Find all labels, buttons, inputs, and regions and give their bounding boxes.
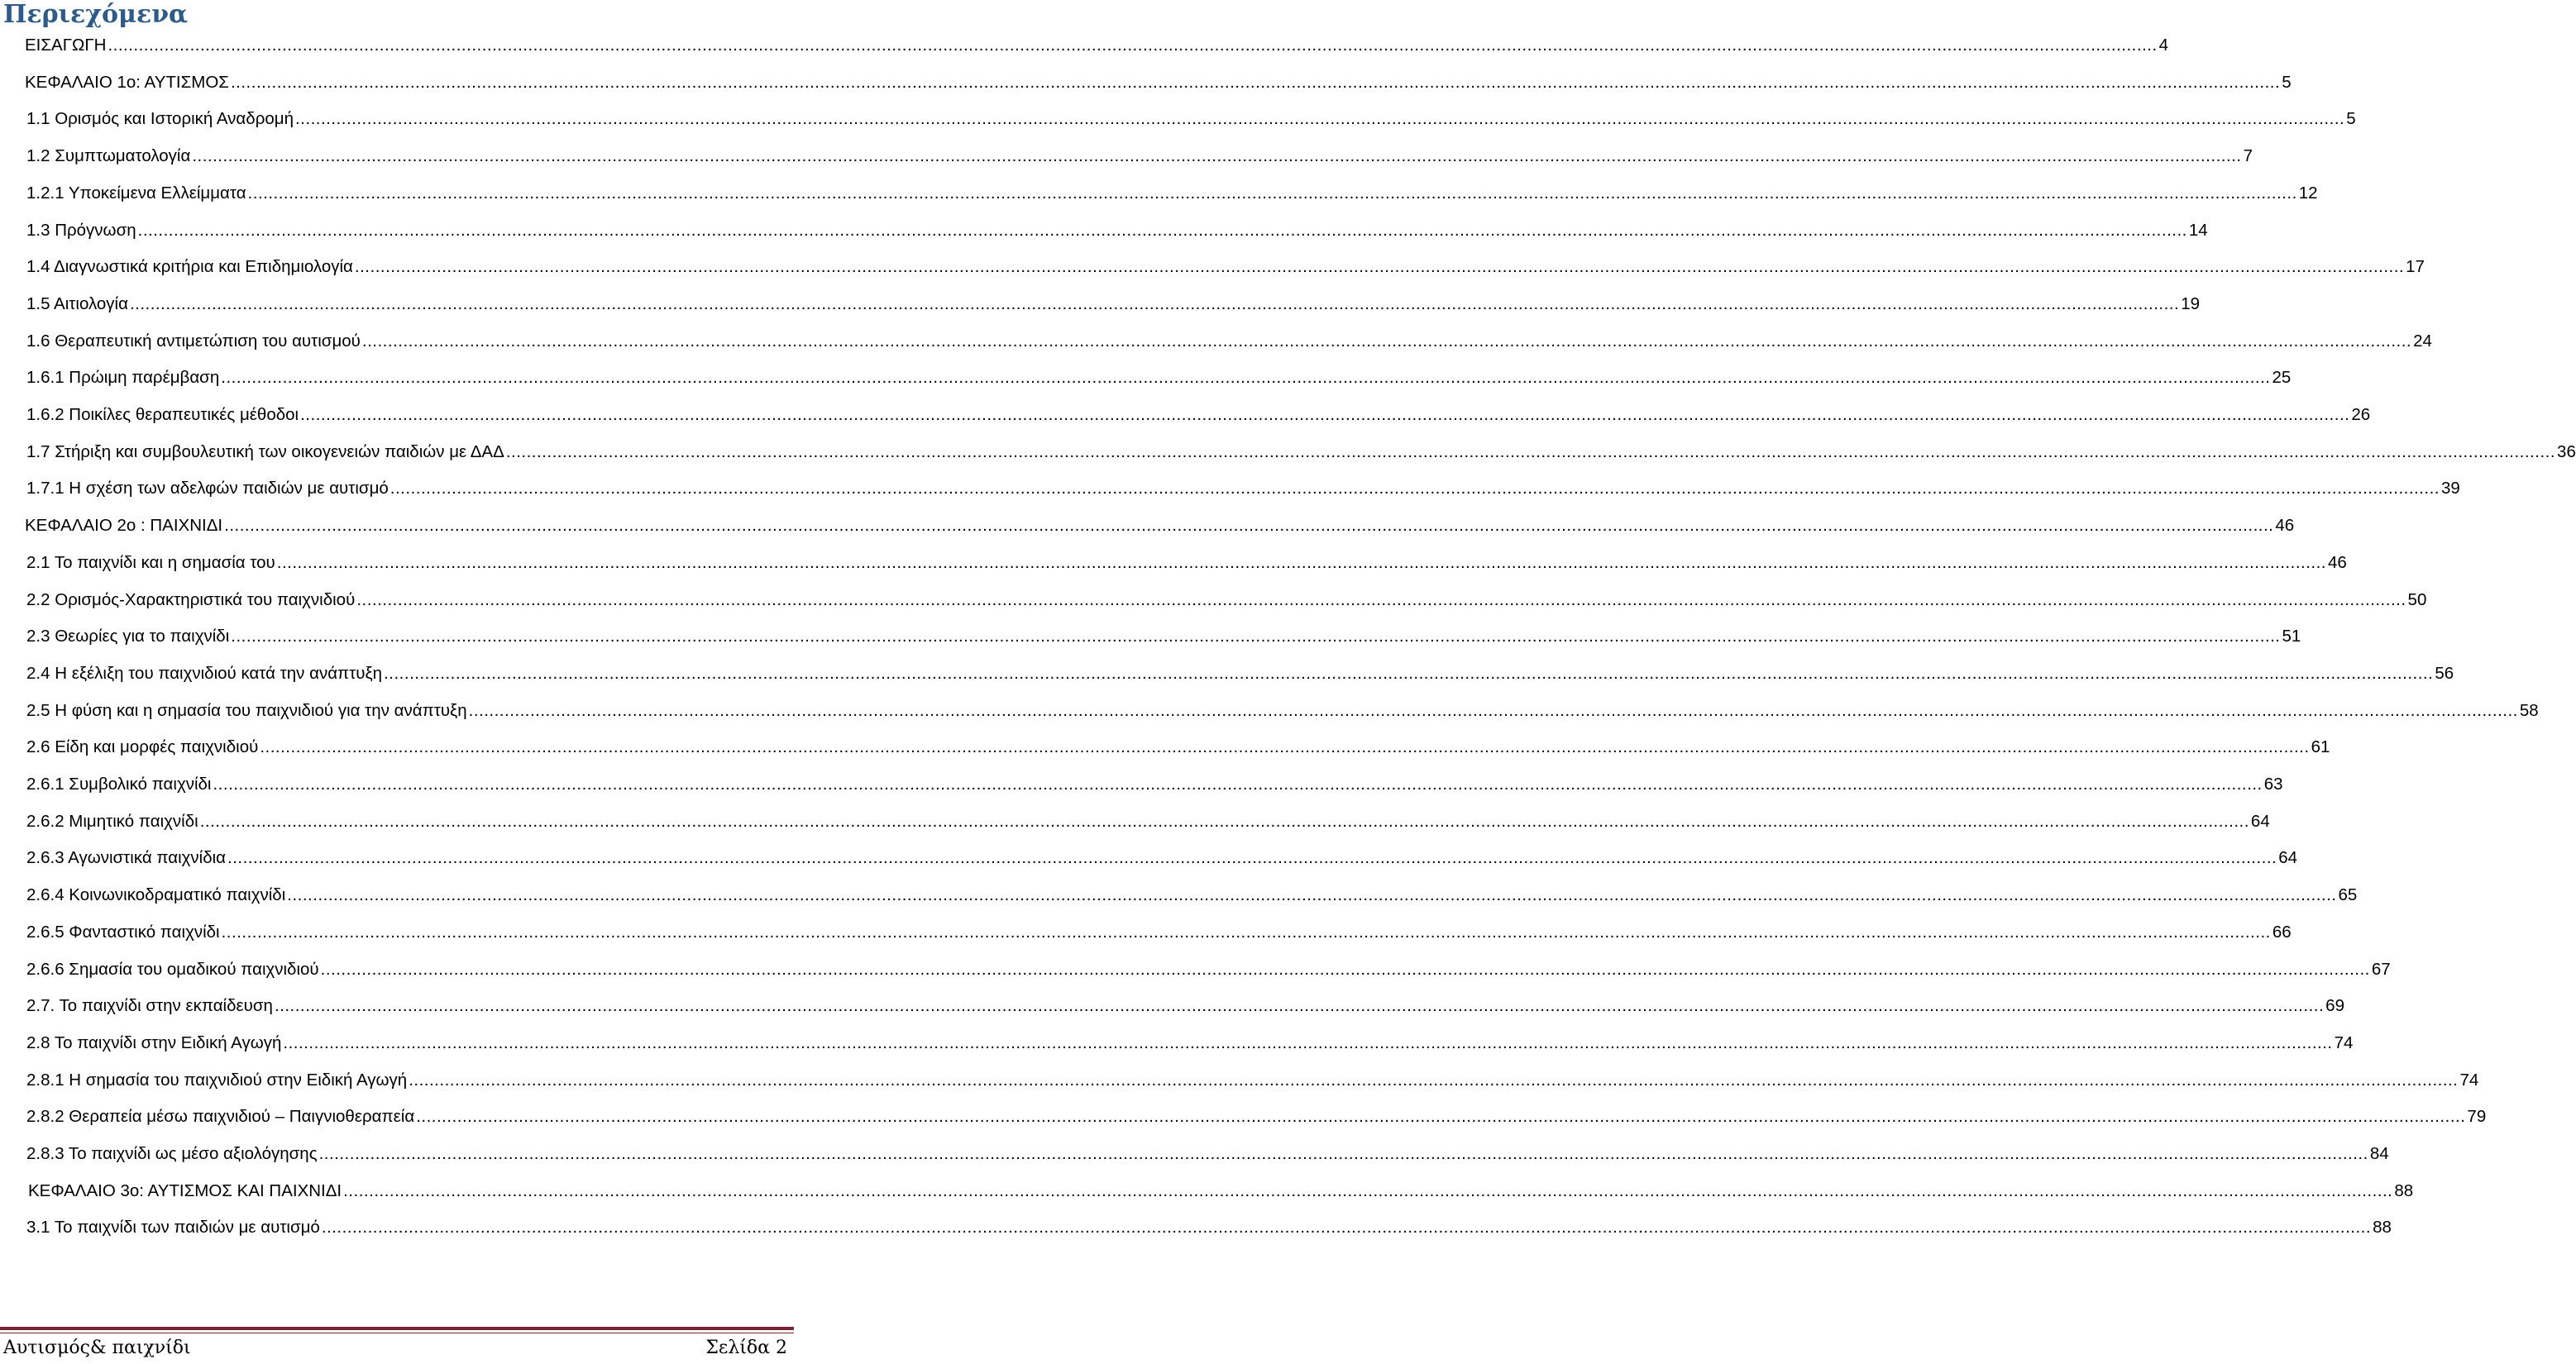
toc-entry-page-number: 64 [2250,811,2270,831]
toc-entry[interactable] [26,992,2344,1020]
toc-entry-page-number: 84 [2369,1144,2389,1163]
footer-page-number: Σελίδα 2 [705,1338,787,1358]
toc-dot-leader: ................................................................................................................................................................................................................................................................................................................................................................................................................ [231,627,2281,646]
toc-entry-label: ΚΕΦΑΛΑΙΟ 2ο : ΠΑΙΧΝΙΔΙ [25,516,223,536]
toc-dot-leader: ................................................................................................................................................................................................................................................................................................................................................................................................................ [294,109,2345,129]
toc-entry-page-number: 5 [2282,72,2292,92]
toc-entry[interactable] [26,179,2318,207]
toc-entry-page-number: 61 [2311,737,2330,757]
footer-rule [0,1327,794,1330]
toc-entry[interactable] [26,622,2301,651]
toc-dot-leader: ................................................................................................................................................................................................................................................................................................................................................................................................................ [468,700,2518,720]
toc-entry-label: 3.1 Το παιχνίδι των παιδιών με αυτισμό [26,1218,320,1238]
toc-entry-page-number: 79 [2467,1107,2487,1127]
toc-entry-page-number: 5 [2346,109,2356,129]
toc-entry[interactable] [26,364,2292,392]
toc-dot-leader: ................................................................................................................................................................................................................................................................................................................................................................................................................ [213,775,2263,794]
toc-dot-leader: ................................................................................................................................................................................................................................................................................................................................................................................................................ [318,1144,2368,1163]
toc-entry-label: 1.1 Ορισμός και Ιστορική Αναδρομή [26,109,294,129]
toc-entry-label: 2.7. Το παιχνίδι στην εκπαίδευση [26,996,273,1016]
toc-dot-leader: ................................................................................................................................................................................................................................................................................................................................................................................................................ [199,811,2249,831]
toc-entry[interactable] [26,1029,2354,1057]
toc-entry-page-number: 46 [2275,516,2295,536]
toc-entry-page-number: 36 [2557,441,2576,461]
toc-entry-page-number: 65 [2338,885,2358,905]
toc-entry-label: 1.2.1 Υποκείμενα Ελλείμματα [26,183,246,203]
toc-entry-page-number: 26 [2351,405,2371,424]
toc-entry[interactable] [26,290,2200,318]
toc-entry-label: 1.6.1 Πρώιμη παρέμβαση [26,368,220,388]
toc-entry[interactable] [26,253,2425,281]
toc-entry-label: 1.5 Αιτιολογία [26,293,128,313]
toc-entry-label: ΚΕΦΑΛΑΙΟ 1ο: ΑΥΤΙΣΜΟΣ [25,72,229,92]
toc-entry-page-number: 17 [2406,257,2425,277]
toc-entry[interactable] [26,1066,2479,1095]
toc-dot-leader: ................................................................................................................................................................................................................................................................................................................................................................................................................ [129,293,2180,313]
toc-entry[interactable] [26,1140,2389,1168]
toc-entry[interactable] [26,956,2391,984]
toc-entry[interactable] [26,327,2432,355]
toc-dot-leader: ................................................................................................................................................................................................................................................................................................................................................................................................................ [343,1180,2393,1200]
toc-entry-label: 1.6 Θεραπευτική αντιμετώπιση του αυτισμού [26,331,361,351]
toc-entry-page-number: 46 [2328,552,2347,572]
toc-entry-page-number: 58 [2519,700,2539,720]
toc-entry-label: 2.1 Το παιχνίδι και η σημασία του [26,552,275,572]
toc-entry-label: 2.4 Η εξέλιξη του παιχνιδιού κατά την ανάπτυξη [26,663,383,683]
toc-dot-leader: ................................................................................................................................................................................................................................................................................................................................................................................................................ [230,72,2281,92]
toc-entry-page-number: 66 [2272,922,2292,942]
toc-entry-page-number: 4 [2158,36,2169,55]
toc-heading: Περιεχόμενα [3,0,189,29]
toc-dot-leader: ................................................................................................................................................................................................................................................................................................................................................................................................................ [384,663,2434,683]
toc-entry-label: 2.5 Η φύση και η σημασία του παιχνιδιού για την ανάπτυξη [26,700,467,720]
toc-entry[interactable] [26,808,2270,836]
toc-dot-leader: ................................................................................................................................................................................................................................................................................................................................................................................................................ [283,1033,2333,1052]
toc-entry-page-number: 56 [2435,663,2454,683]
toc-entry-page-number: 88 [2394,1180,2414,1200]
toc-entry[interactable] [26,142,2253,170]
toc-entry-label: ΕΙΣΑΓΩΓΗ [25,36,107,55]
toc-dot-leader: ................................................................................................................................................................................................................................................................................................................................................................................................................ [361,331,2412,351]
toc-entry-page-number: 74 [2334,1033,2354,1052]
toc-dot-leader: ................................................................................................................................................................................................................................................................................................................................................................................................................ [287,885,2337,905]
toc-entry[interactable] [26,475,2460,503]
toc-entry[interactable] [26,770,2283,799]
toc-entry-page-number: 74 [2459,1070,2479,1090]
toc-entry-page-number: 24 [2413,331,2432,351]
toc-dot-leader: ................................................................................................................................................................................................................................................................................................................................................................................................................ [137,220,2187,240]
toc-entry[interactable] [25,69,2292,97]
toc-entry-label: 2.6.4 Κοινωνικοδραματικό παιχνίδι [26,885,286,905]
footer-running-title: Αυτισμός& παιχνίδι [3,1338,191,1358]
toc-entry-label: 1.7 Στήριξη και συμβουλευτική των οικογενειών παιδιών με ΔΑΔ [26,441,504,461]
toc-entry-label: 2.6.6 Σημασία του ομαδικού παιχνιδιού [26,959,319,979]
toc-entry[interactable] [26,733,2330,761]
toc-entry[interactable] [26,918,2292,947]
toc-entry[interactable] [26,586,2427,614]
toc-entry-label: 2.6.3 Αγωνιστικά παιχνίδια [26,848,227,868]
toc-dot-leader: ................................................................................................................................................................................................................................................................................................................................................................................................................ [224,516,2274,536]
toc-entry-page-number: 50 [2407,589,2427,609]
toc-dot-leader: ................................................................................................................................................................................................................................................................................................................................................................................................................ [108,36,2158,55]
toc-dot-leader: ................................................................................................................................................................................................................................................................................................................................................................................................................ [321,1218,2372,1238]
toc-entry-label: 1.4 Διαγνωστικά κριτήρια και Επιδημιολογία [26,257,353,277]
toc-entry[interactable] [26,660,2454,688]
toc-entry-page-number: 25 [2272,368,2292,388]
toc-entry-page-number: 88 [2373,1218,2392,1238]
toc-entry[interactable] [26,549,2347,577]
toc-entry[interactable] [28,1177,2414,1205]
toc-dot-leader: ................................................................................................................................................................................................................................................................................................................................................................................................................ [276,552,2326,572]
toc-entry-label: 2.3 Θεωρίες για το παιχνίδι [26,627,230,646]
toc-entry-label: 2.6 Είδη και μορφές παιχνιδιού [26,737,259,757]
toc-dot-leader: ................................................................................................................................................................................................................................................................................................................................................................................................................ [505,441,2556,461]
toc-entry[interactable] [26,217,2208,245]
toc-entry-label: 2.2 Ορισμός-Χαρακτηριστικά του παιχνιδιού [26,589,356,609]
toc-entry-page-number: 7 [2243,146,2253,166]
toc-dot-leader: ................................................................................................................................................................................................................................................................................................................................................................................................................ [221,368,2271,388]
toc-entry-page-number: 64 [2278,848,2298,868]
toc-entry[interactable] [26,881,2358,909]
toc-entry-label: 2.6.5 Φανταστικό παιχνίδι [26,922,220,942]
toc-entry-page-number: 67 [2371,959,2391,979]
toc-entry-page-number: 51 [2282,627,2301,646]
toc-entry-label: 1.2 Συμπτωματολογία [26,146,191,166]
toc-entry-label: 2.6.2 Μιμητικό παιχνίδι [26,811,198,831]
toc-entry[interactable] [26,105,2356,133]
toc-entry-label: ΚΕΦΑΛΑΙΟ 3ο: ΑΥΤΙΣΜΟΣ ΚΑΙ ΠΑΙΧΝΙΔΙ [28,1180,342,1200]
toc-entry-label: 1.3 Πρόγνωση [26,220,136,240]
toc-dot-leader: ................................................................................................................................................................................................................................................................................................................................................................................................................ [274,996,2325,1016]
toc-entry-page-number: 69 [2325,996,2344,1016]
toc-entry-page-number: 14 [2188,220,2208,240]
toc-entry[interactable] [26,697,2539,725]
toc-entry[interactable] [26,438,2576,466]
toc-entry[interactable] [25,31,2169,60]
toc-entry-page-number: 12 [2298,183,2318,203]
toc-dot-leader: ................................................................................................................................................................................................................................................................................................................................................................................................................ [192,146,2242,166]
toc-entry-label: 1.6.2 Ποικίλες θεραπευτικές μέθοδοι [26,405,299,424]
toc-entry-label: 2.8 Το παιχνίδι στην Ειδική Αγωγή [26,1033,282,1052]
toc-entry-label: 2.6.1 Συμβολικό παιχνίδι [26,775,212,794]
toc-dot-leader: ................................................................................................................................................................................................................................................................................................................................................................................................................ [354,257,2405,277]
toc-entry[interactable] [25,512,2295,540]
toc-dot-leader: ................................................................................................................................................................................................................................................................................................................................................................................................................ [409,1070,2459,1090]
toc-dot-leader: ................................................................................................................................................................................................................................................................................................................................................................................................................ [416,1107,2466,1127]
toc-entry[interactable] [26,401,2371,429]
toc-entry-label: 2.8.2 Θεραπεία μέσω παιχνιδιού – Παιγνιοθεραπεία [26,1107,415,1127]
toc-entry-page-number: 19 [2181,293,2200,313]
toc-dot-leader: ................................................................................................................................................................................................................................................................................................................................................................................................................ [390,479,2440,498]
toc-entry[interactable] [26,844,2298,872]
toc-dot-leader: ................................................................................................................................................................................................................................................................................................................................................................................................................ [356,589,2406,609]
toc-dot-leader: ................................................................................................................................................................................................................................................................................................................................................................................................................ [227,848,2277,868]
toc-dot-leader: ................................................................................................................................................................................................................................................................................................................................................................................................................ [221,922,2271,942]
toc-entry[interactable] [26,1103,2487,1131]
toc-entry-label: 2.8.1 Η σημασία του παιχνιδιού στην Ειδική Αγωγή [26,1070,408,1090]
toc-entry[interactable] [26,1214,2392,1242]
toc-dot-leader: ................................................................................................................................................................................................................................................................................................................................................................................................................ [260,737,2310,757]
toc-entry-page-number: 39 [2441,479,2460,498]
toc-dot-leader: ................................................................................................................................................................................................................................................................................................................................................................................................................ [300,405,2350,424]
toc-dot-leader: ................................................................................................................................................................................................................................................................................................................................................................................................................ [320,959,2370,979]
toc-entry-page-number: 63 [2263,775,2283,794]
toc-entry-label: 1.7.1 Η σχέση των αδελφών παιδιών με αυτισμό [26,479,389,498]
toc-dot-leader: ................................................................................................................................................................................................................................................................................................................................................................................................................ [247,183,2297,203]
toc-entry-label: 2.8.3 Το παιχνίδι ως μέσο αξιολόγησης [26,1144,318,1163]
